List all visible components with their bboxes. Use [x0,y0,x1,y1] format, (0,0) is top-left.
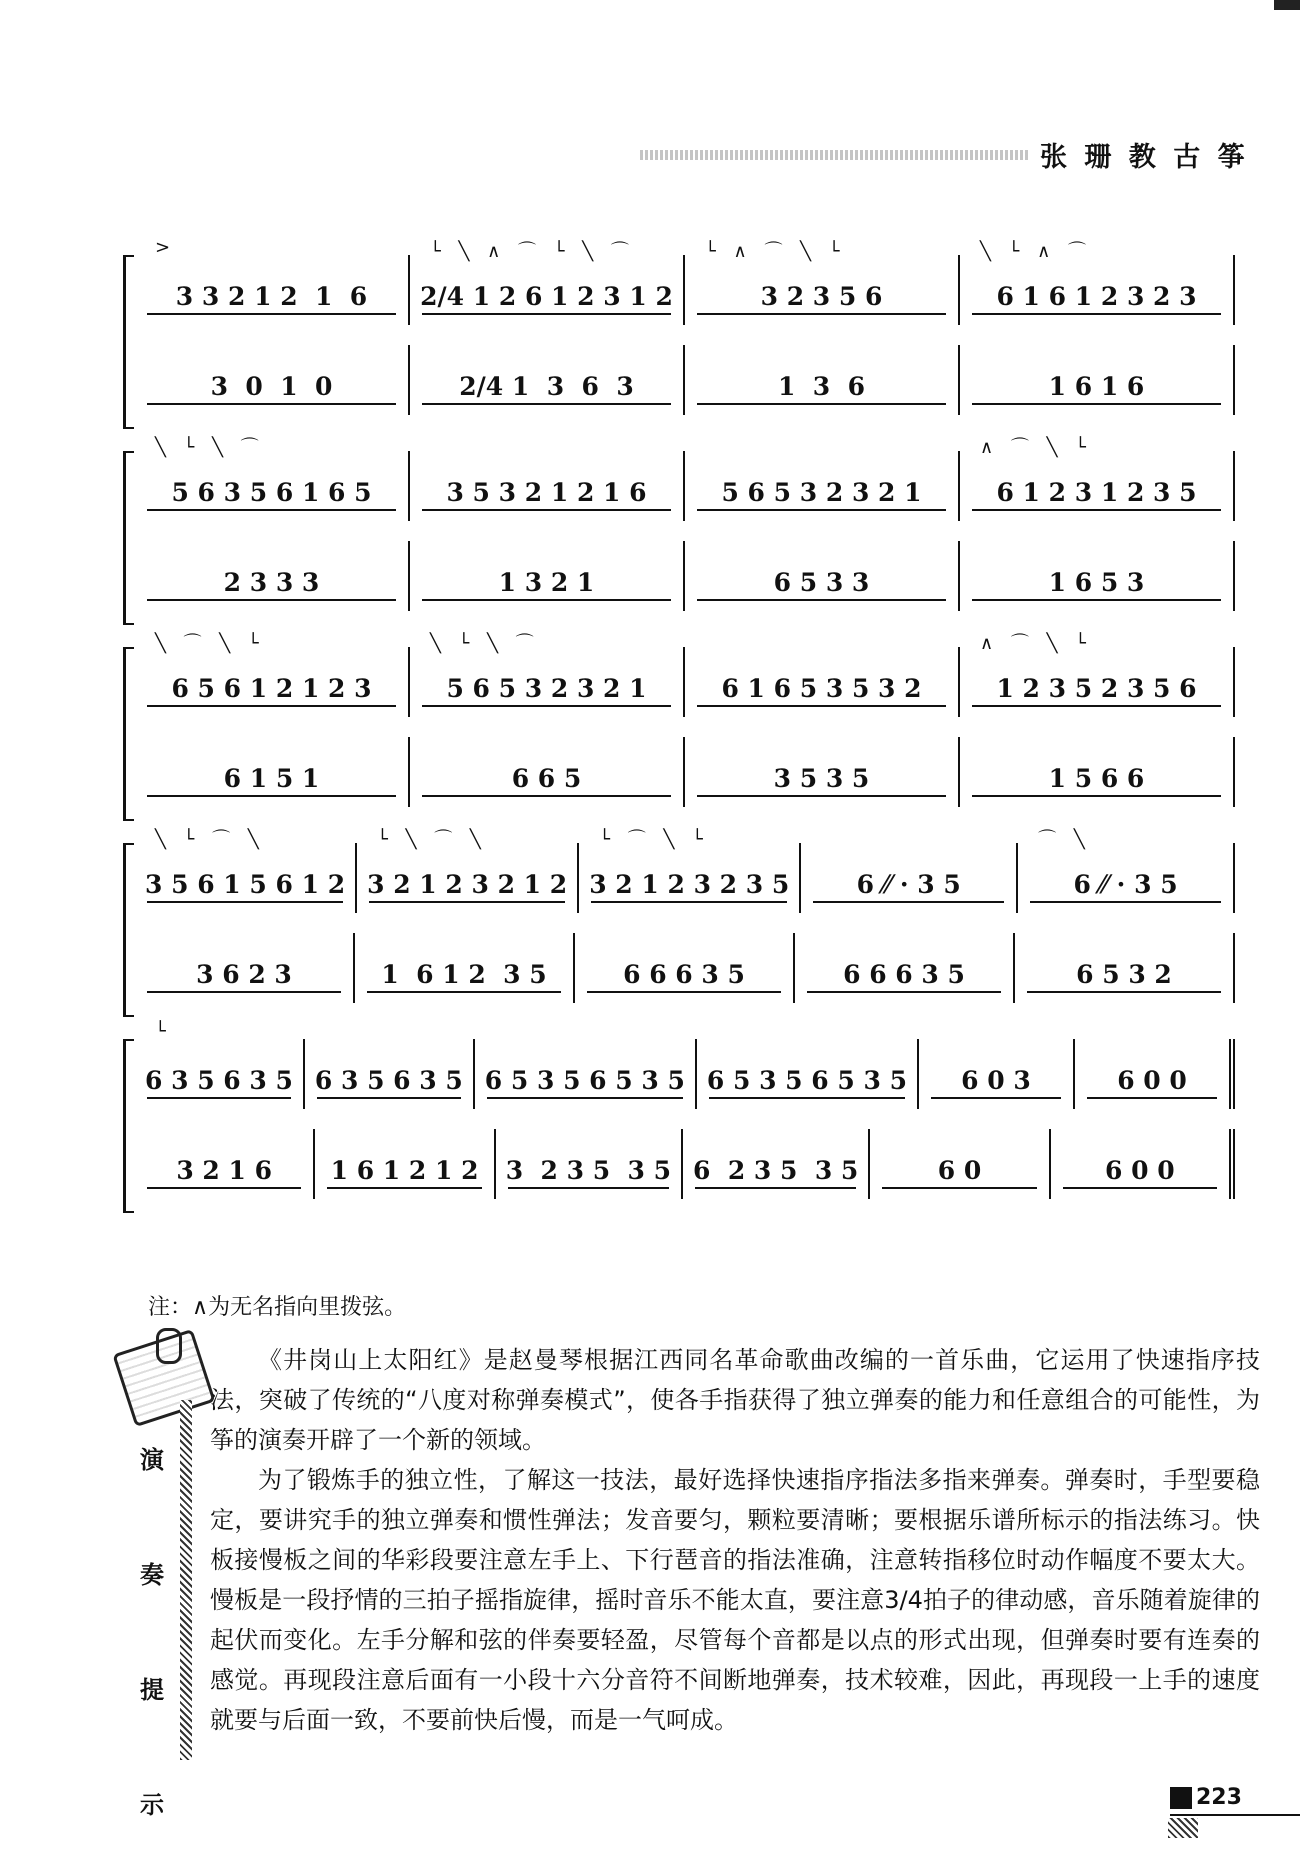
upper-staff [135,437,1235,521]
beam-line [508,1187,669,1189]
measure-notes: 1 3 6 [778,372,865,401]
measure [410,541,685,611]
measure-notes: 2 3 3 3 [223,568,320,597]
tips-heading [132,1440,172,1820]
measure [355,933,575,1003]
beam-line [1027,991,1221,993]
system-brace [123,843,134,1017]
beam-line [882,1187,1036,1189]
measure [1015,933,1235,1003]
measure [1075,1039,1235,1109]
measure [919,1039,1075,1109]
measure-notes: 2/4 1 2 6 1 2 3 1 2 [420,282,673,311]
beam-line [931,1097,1061,1099]
fingering-marks: └ ╲ ⌒ ╲ [377,829,487,850]
upper-staff [135,829,1235,913]
measure [135,737,410,807]
measure [960,633,1235,717]
measure [135,933,355,1003]
measure-notes: 6 1 6 1 2 3 2 3 [996,282,1197,311]
header-rule [640,150,1030,160]
score [115,225,1235,1205]
fingering-marks: ⌒ ╲ [1038,829,1091,850]
measure [305,1039,475,1109]
measure [685,451,960,521]
beam-line [697,795,946,797]
score-system [115,617,1235,813]
measure [410,345,685,415]
measure [135,437,410,521]
beam-line [147,1097,291,1099]
measure-notes: 3 2 3 5 6 [760,282,883,311]
measure [135,633,410,717]
measure [475,1039,697,1109]
measure-notes: 1 3 2 1 [498,568,595,597]
tips-heading-char: 演 [140,1446,164,1474]
beam-line [327,1187,481,1189]
measure-notes: 1 6 1 2 3 5 [381,960,547,989]
beam-line [972,599,1221,601]
measure [960,737,1235,807]
measure [357,829,579,913]
lower-staff [135,1129,1235,1199]
measure [135,345,410,415]
beam-line [1030,901,1221,903]
running-header: 张 珊 教 古 筝 [1040,142,1249,173]
measure [315,1129,495,1199]
fingering-marks: ╲ └ ╲ ⌒ [155,437,265,458]
tips-paragraph: 《井岗山上太阳红》是赵曼琴根据江西同名革命歌曲改编的一首乐曲，它运用了快速指序技法，突破了传统的“八度对称弹奏模式”，使各手指获得了独立弹奏的能力和任意组合的可能性，为筝的演奏开辟了一个新的领域。 [210,1346,1260,1454]
measure-notes: 6 3 5 6 3 5 [314,1066,463,1095]
measure [960,241,1235,325]
measure-notes: 1 6 1 2 1 2 [330,1156,479,1185]
measure-notes: 6 5 6 1 2 1 2 3 [171,674,372,703]
fingering-marks: ∧ ⌒ ╲ └ [980,437,1093,458]
measure-notes: 6 0 0 [1117,1066,1187,1095]
tips-paragraph: 为了锻炼手的独立性，了解这一技法，最好选择快速指序指法多指来弹奏。弹奏时，手型要稳定，要讲究手的独立弹奏和惯性弹法；发音要匀，颗粒要清晰；要根据乐谱所标示的指法练习。快板接慢板之间的华彩段要注意左手上、下行琶音的指法准确，注意转指移位时动作幅度不要太大。慢板是一段抒情的三拍子摇指旋律，摇时音乐不能太直，要注意3/4拍子的律动感，音乐随着旋律的起伏而变化。左手分解和弦的伴奏要轻盈，尽管每个音都是以点的形式出现，但弹奏时要有连奏的感觉。再现段注意后面有一小段十六分音符不间断地弹奏，技术较难，因此，再现段一上手的速度就要与后面一致，不要前快后慢，而是一气呵成。 [210,1466,1260,1734]
tips-heading-char: 提 [140,1676,164,1704]
beam-line [422,403,671,405]
measure-notes: 6 0 0 [1105,1156,1175,1185]
measure-notes: 6 ⁄⁄ · 3 5 [856,870,961,899]
page-rule [1170,1814,1300,1816]
measure [697,1039,919,1109]
measure [685,541,960,611]
beam-line [591,901,787,903]
measure-notes: 3 2 1 6 [176,1156,273,1185]
score-system [115,1009,1235,1205]
measure-notes: 1 5 6 6 [1048,764,1145,793]
measure [135,829,357,913]
beam-line [422,313,671,315]
measure [135,541,410,611]
beam-line [697,403,946,405]
clip-icon [156,1328,182,1364]
foot-mark [1168,1818,1198,1838]
system-brace [123,255,134,429]
beam-line [147,403,396,405]
upper-staff [135,1021,1235,1109]
measure-notes: 1 6 1 6 [1048,372,1145,401]
measure [960,437,1235,521]
beam-line [972,705,1221,707]
measure [410,737,685,807]
measure-notes: 3 2 1 2 3 2 3 5 [589,870,790,899]
system-brace [123,647,134,821]
system-brace [123,1039,134,1213]
beam-line [697,705,946,707]
system-brace [123,451,134,625]
upper-staff [135,633,1235,717]
beam-line [697,509,946,511]
beam-line [147,599,396,601]
beam-line [972,509,1221,511]
measure [685,241,960,325]
measure [496,1129,683,1199]
measure [579,829,801,913]
lower-staff [135,737,1235,807]
measure [685,737,960,807]
lower-staff [135,541,1235,611]
measure-notes: 3 6 2 3 [196,960,292,989]
measure-notes: 6 0 3 [961,1066,1031,1095]
measure [575,933,795,1003]
beam-line [972,313,1221,315]
fingering-marks: ╲ ⌒ ╲ └ [155,633,265,654]
beam-line [697,313,946,315]
fingering-marks: └ ∧ ⌒ ╲ └ [705,241,846,262]
measure-notes: 3 5 3 2 1 2 1 6 [446,478,647,507]
beam-line [709,1097,905,1099]
measure-notes: 3 2 3 5 3 5 [505,1156,672,1185]
beam-line [972,403,1221,405]
measure [870,1129,1050,1199]
beam-line [813,901,1004,903]
measure-notes: 6 6 5 [511,764,582,793]
measure [410,241,685,325]
score-system [115,813,1235,1009]
measure-notes: 6 5 3 5 6 5 3 5 [706,1066,907,1095]
beam-line [422,705,671,707]
measure-notes: 6 1 5 1 [223,764,320,793]
beam-line [147,509,396,511]
beam-line [807,991,1001,993]
score-system [115,421,1235,617]
measure [135,1021,305,1109]
measure-notes: 6 6 6 3 5 [843,960,965,989]
beam-line [147,901,343,903]
score-system [115,225,1235,421]
measure [410,633,685,717]
tips-body [210,1340,1260,1740]
beam-line [147,991,341,993]
tips-heading-char: 示 [140,1791,164,1819]
beam-line [697,599,946,601]
measure [135,237,410,325]
measure-notes: 6 6 6 3 5 [623,960,745,989]
measure-notes: 6 3 5 6 3 5 [145,1066,293,1095]
measure-notes: 6 5 3 5 6 5 3 5 [484,1066,685,1095]
measure [795,933,1015,1003]
measure-notes: 5 6 3 5 6 1 6 5 [171,478,372,507]
measure [960,345,1235,415]
beam-line [972,795,1221,797]
beam-line [147,705,396,707]
measure [1051,1129,1235,1199]
measure [685,647,960,717]
beam-line [147,1187,301,1189]
beam-line [587,991,781,993]
measure [135,1129,315,1199]
measure-notes: 6 2 3 5 3 5 [693,1156,859,1185]
beam-line [317,1097,461,1099]
beam-line [369,901,565,903]
measure [410,451,685,521]
measure-notes: 1 6 5 3 [1048,568,1145,597]
beam-line [367,991,561,993]
measure-notes: 5 6 5 3 2 3 2 1 [721,478,922,507]
upper-staff [135,237,1235,325]
measure-notes: 3 5 6 1 5 6 1 2 [145,870,346,899]
tips-heading-char: 奏 [140,1561,164,1589]
measure-notes: 3 2 1 2 3 2 1 2 [367,870,568,899]
score-note: 注：∧为无名指向里拨弦。 [148,1295,407,1320]
measure-notes: 3 3 2 1 2 1 6 [175,282,368,311]
measure-notes: 6 1 6 5 3 5 3 2 [721,674,922,703]
beam-line [422,599,671,601]
measure-notes: 6 ⁄⁄ · 3 5 [1073,870,1178,899]
measure-notes: 6 5 3 3 [773,568,870,597]
fingering-marks: > [155,237,177,258]
measure-notes: 3 5 3 5 [773,764,870,793]
lower-staff [135,933,1235,1003]
measure [685,345,960,415]
fingering-marks: ╲ └ ⌒ ╲ [155,829,265,850]
fingering-marks: ∧ ⌒ ╲ └ [980,633,1093,654]
measure [683,1129,870,1199]
fingering-marks: └ ╲ ∧ ⌒ └ ╲ ⌒ [430,241,635,262]
measure-notes: 1 2 3 5 2 3 5 6 [996,674,1197,703]
fingering-marks: └ ⌒ ╲ └ [599,829,709,850]
fingering-marks: ╲ └ ╲ ⌒ [430,633,540,654]
beam-line [695,1187,856,1189]
measure-notes: 3 0 1 0 [210,372,333,401]
fingering-marks: ╲ └ ∧ ⌒ [980,241,1093,262]
measure-notes: 6 1 2 3 1 2 3 5 [996,478,1197,507]
measure [801,843,1018,913]
beam-line [422,795,671,797]
corner-mark [1274,0,1300,10]
beam-line [487,1097,683,1099]
measure-notes: 5 6 5 3 2 3 2 1 [446,674,647,703]
beam-line [1087,1097,1217,1099]
measure-notes: 2/4 1 3 6 3 [459,372,634,401]
measure-notes: 6 5 3 2 [1076,960,1172,989]
fingering-marks: └ [155,1021,172,1042]
measure [960,541,1235,611]
beam-line [1063,1187,1217,1189]
beam-line [422,509,671,511]
measure [1018,829,1235,913]
measure-notes: 6 0 [937,1156,982,1185]
beam-line [147,795,396,797]
beam-line [147,313,396,315]
lower-staff [135,345,1235,415]
tips-decorative-strip [180,1400,192,1760]
page-number: 223 [1170,1785,1242,1810]
